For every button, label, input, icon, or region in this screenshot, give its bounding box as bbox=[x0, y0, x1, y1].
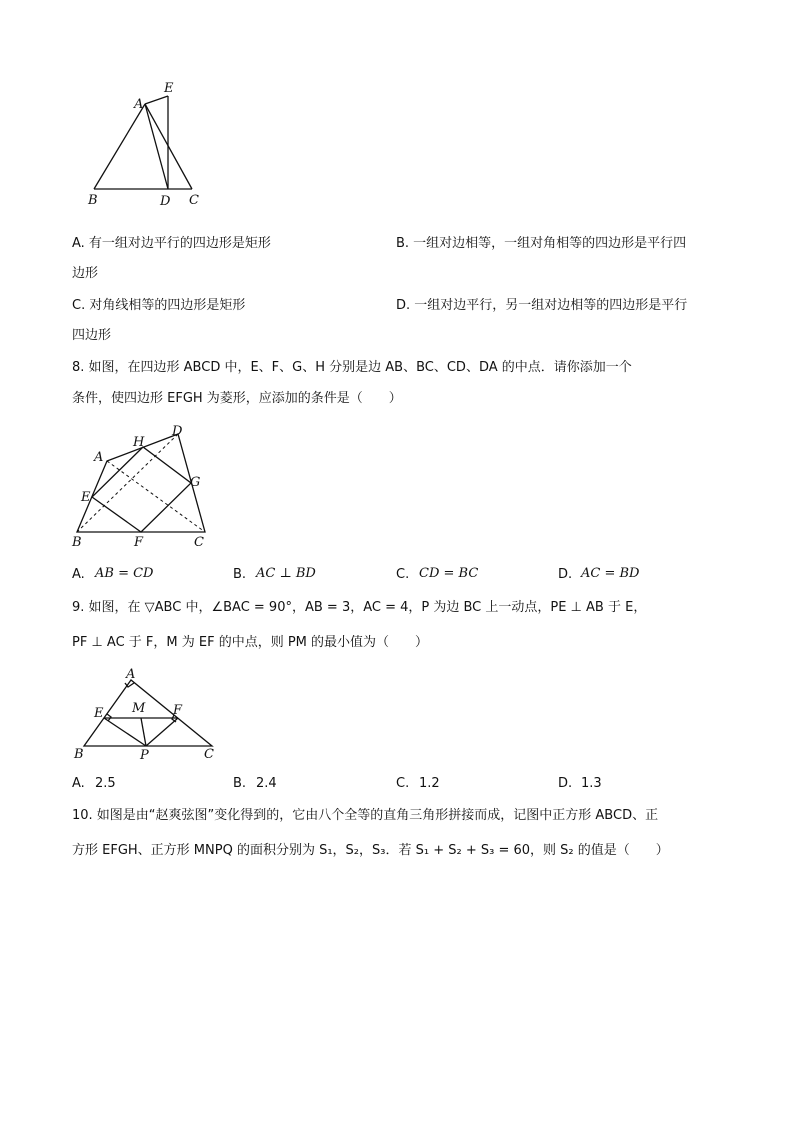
q8-option-a-letter: A. bbox=[72, 567, 85, 582]
segment-pe bbox=[104, 718, 146, 746]
q8-option-a: AB = CD bbox=[95, 566, 154, 581]
q9-option-d-letter: D. bbox=[558, 776, 573, 791]
label-e: E bbox=[81, 490, 91, 505]
q10-stem-line1: 10. 如图是由“赵爽弦图”变化得到的，它由八个全等的直角三角形拼接而成，记图中正方形 ABCD、正 bbox=[72, 808, 659, 823]
diagonal-ac bbox=[107, 461, 205, 532]
q7-option-d-continued: 四边形 bbox=[72, 328, 112, 343]
q8-option-b-letter: B. bbox=[233, 567, 247, 582]
figure-q9 bbox=[70, 666, 220, 766]
q9-stem-line2: PF ⊥ AC 于 F，M 为 EF 的中点，则 PM 的最小值为（ ） bbox=[72, 635, 429, 650]
label-p: P bbox=[140, 748, 149, 763]
q9-option-d: 1.3 bbox=[581, 776, 602, 791]
diagonal-bd bbox=[77, 434, 178, 532]
label-f: F bbox=[173, 703, 183, 718]
q7-option-b: B. 一组对边相等，一组对角相等的四边形是平行四 bbox=[396, 236, 687, 251]
segment-pm bbox=[141, 718, 146, 746]
label-m: M bbox=[132, 701, 146, 716]
label-c: C bbox=[204, 747, 214, 762]
q7-option-c: C. 对角线相等的四边形是矩形 bbox=[72, 298, 246, 313]
q9-option-b: 2.4 bbox=[256, 776, 277, 791]
label-a: A bbox=[134, 97, 144, 112]
label-b: B bbox=[88, 193, 98, 208]
label-e: E bbox=[164, 81, 174, 96]
q9-option-b-letter: B. bbox=[233, 776, 247, 791]
label-h: H bbox=[133, 435, 145, 450]
label-a: A bbox=[126, 667, 136, 682]
q9-stem-line1: 9. 如图，在 ▽ABC 中，∠BAC = 90°，AB = 3，AC = 4，P 为边 BC 上一动点，PE ⊥ AB 于 E， bbox=[72, 600, 647, 615]
segment-ad bbox=[145, 104, 168, 189]
label-a: A bbox=[94, 450, 104, 465]
q8-stem-line1: 8. 如图，在四边形 ABCD 中，E、F、G、H 分别是边 AB、BC、CD、DA 的中点．请你添加一个 bbox=[72, 360, 632, 375]
quadrilateral-efgh bbox=[92, 447, 191, 532]
q7-option-d: D. 一组对边平行，另一组对边相等的四边形是平行 bbox=[396, 298, 688, 313]
q9-option-c-letter: C. bbox=[396, 776, 410, 791]
label-d: D bbox=[172, 424, 183, 439]
label-e: E bbox=[94, 706, 104, 721]
segment-ae bbox=[145, 96, 168, 104]
label-c: C bbox=[189, 193, 199, 208]
label-f: F bbox=[134, 535, 144, 550]
label-g: G bbox=[190, 475, 201, 490]
q8-option-b: AC ⊥ BD bbox=[256, 566, 316, 581]
q9-option-c: 1.2 bbox=[419, 776, 440, 791]
label-b: B bbox=[74, 747, 84, 762]
q8-option-d: AC = BD bbox=[581, 566, 640, 581]
q9-option-a-letter: A. bbox=[72, 776, 85, 791]
q8-option-c: CD = BC bbox=[419, 566, 479, 581]
q8-stem-line2: 条件，使四边形 EFGH 为菱形，应添加的条件是（ ） bbox=[72, 391, 402, 406]
q8-option-c-letter: C. bbox=[396, 567, 410, 582]
figure-q7 bbox=[80, 72, 220, 212]
q7-option-a: A. 有一组对边平行的四边形是矩形 bbox=[72, 236, 271, 251]
label-c: C bbox=[194, 535, 204, 550]
q9-option-a: 2.5 bbox=[95, 776, 116, 791]
label-d: D bbox=[160, 194, 171, 209]
figure-q8 bbox=[66, 420, 216, 552]
segment-pf bbox=[146, 718, 178, 746]
label-b: B bbox=[72, 535, 82, 550]
q7-option-b-continued: 边形 bbox=[72, 266, 99, 281]
q10-stem-line2: 方形 EFGH、正方形 MNPQ 的面积分别为 S₁，S₂，S₃．若 S₁ + S₂ + S₃ = 60，则 S₂ 的值是（ ） bbox=[72, 843, 669, 858]
q8-option-d-letter: D. bbox=[558, 567, 573, 582]
segment-ab bbox=[94, 104, 145, 189]
